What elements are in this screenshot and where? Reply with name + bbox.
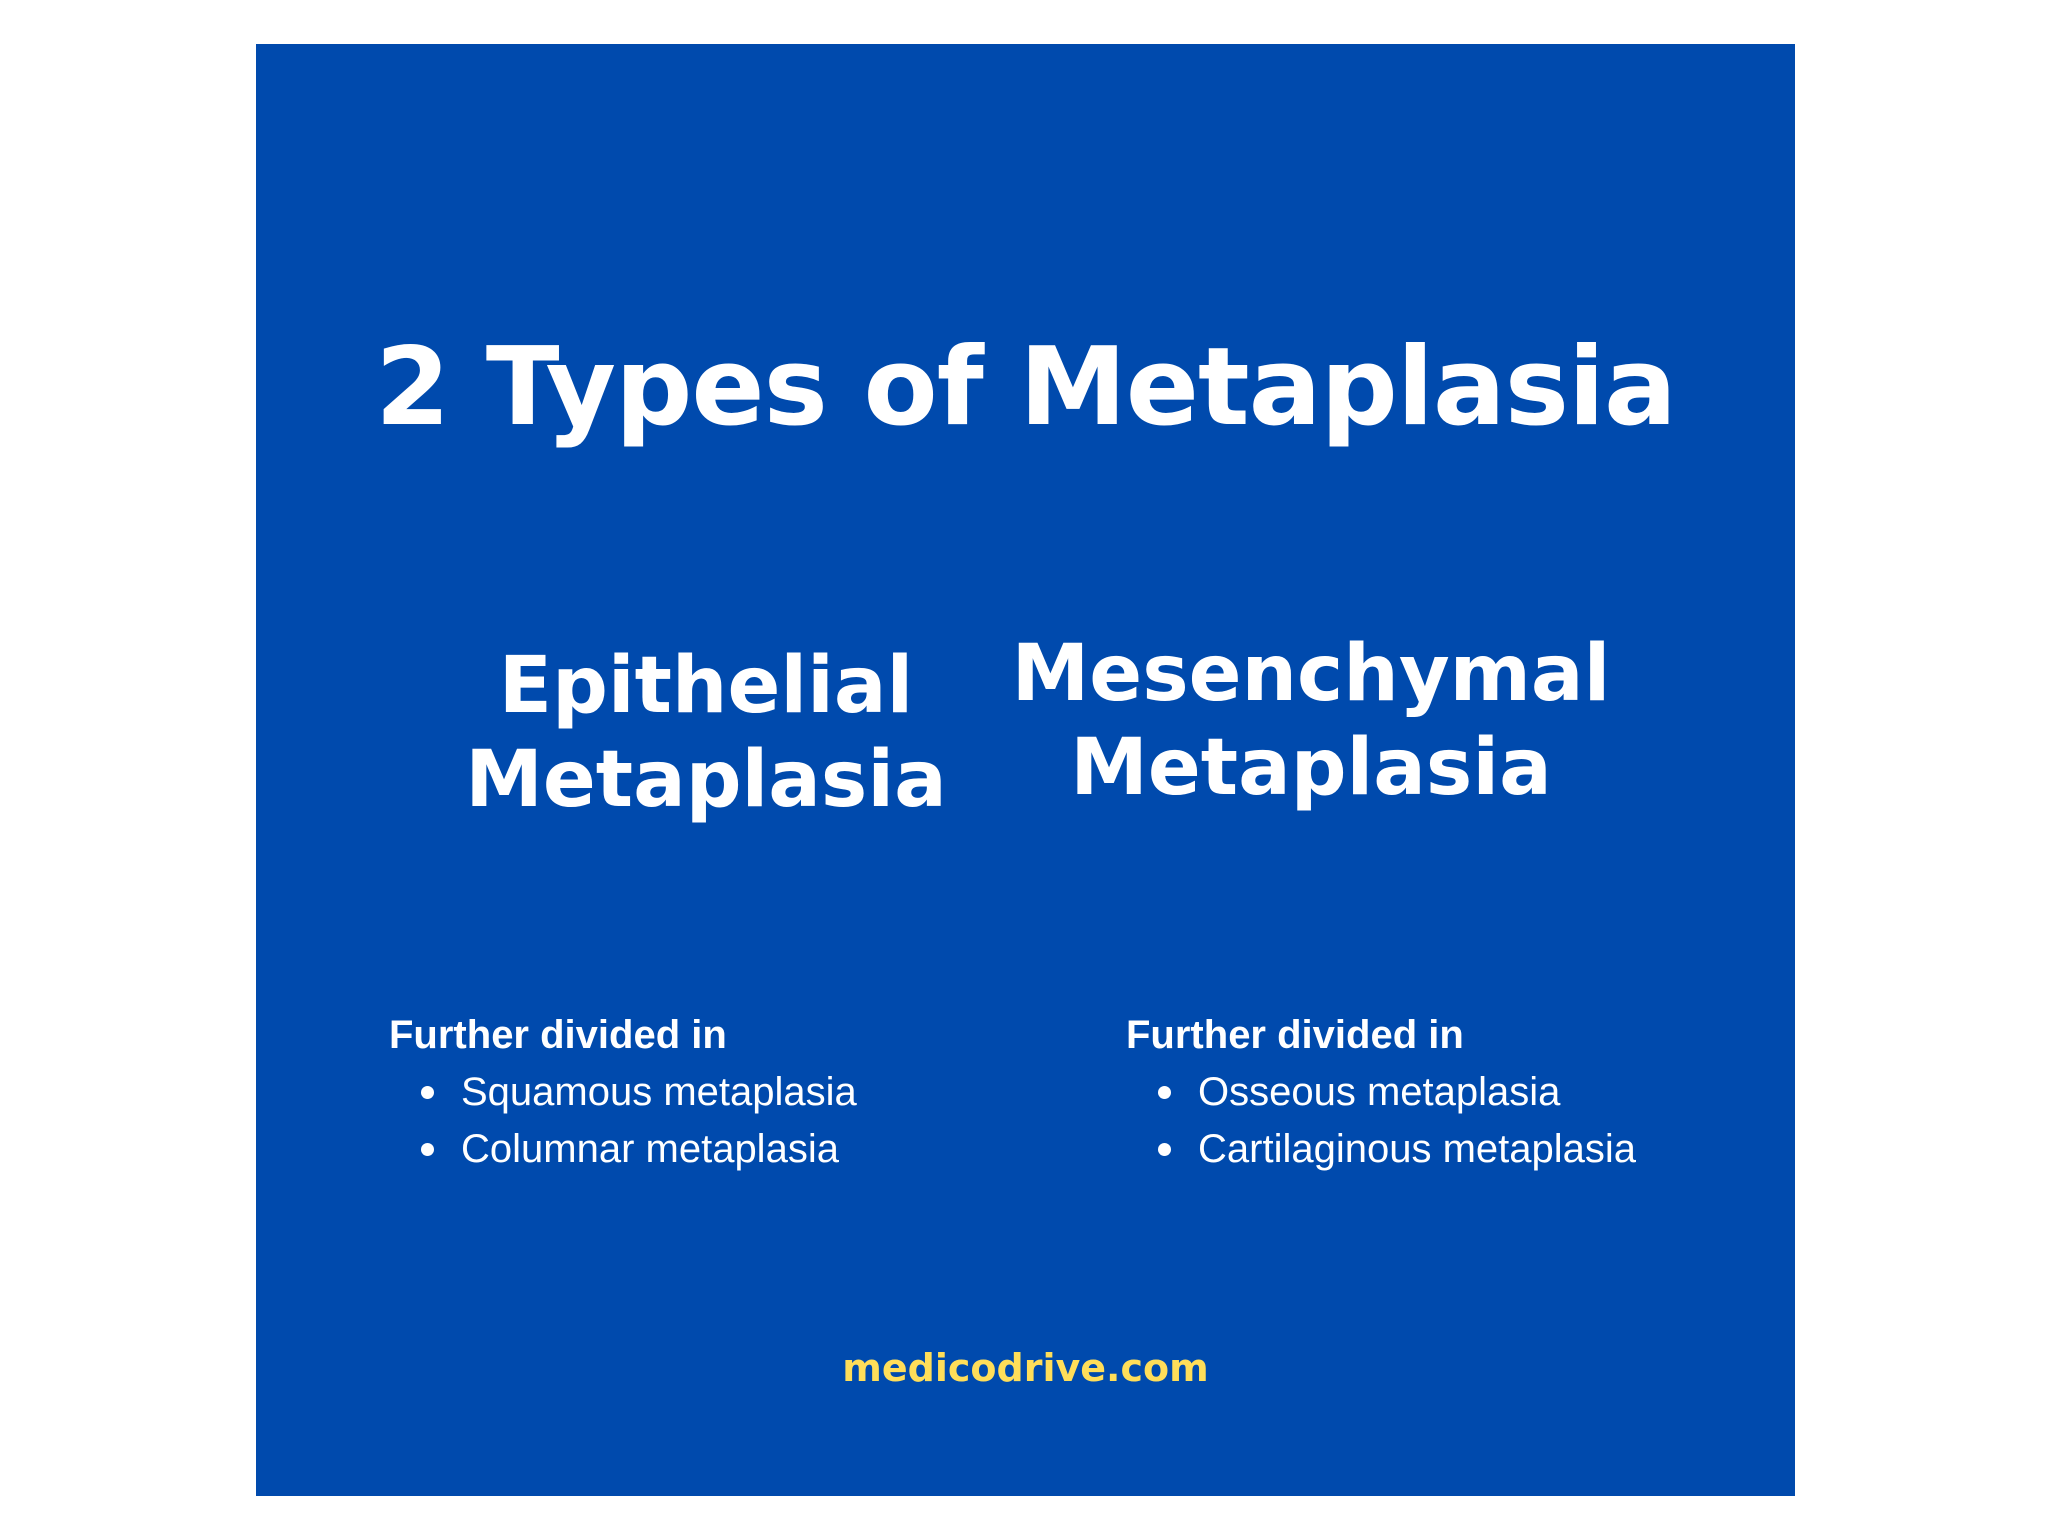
list-item-text: Columnar metaplasia <box>461 1127 839 1171</box>
mesenchymal-heading <box>1006 628 1616 815</box>
list-item-text: Osseous metaplasia <box>1198 1070 1561 1114</box>
bullet-icon <box>1158 1143 1171 1156</box>
bullet-icon <box>1158 1086 1171 1099</box>
mesenchymal-subtypes <box>1126 1010 1686 1178</box>
epithelial-subtitle: Further divided in <box>389 1013 727 1057</box>
mesenchymal-subtitle: Further divided in <box>1126 1013 1464 1057</box>
list-item-text: Squamous metaplasia <box>461 1070 857 1114</box>
page-title: 2 Types of Metaplasia <box>375 325 1676 450</box>
bullet-icon <box>421 1086 434 1099</box>
list-item <box>461 1121 969 1178</box>
epithelial-heading-line1: Epithelial <box>498 641 914 731</box>
infographic-card <box>256 44 1795 1496</box>
list-item-text: Cartilaginous metaplasia <box>1198 1127 1637 1171</box>
mesenchymal-list <box>1126 1064 1686 1178</box>
epithelial-subtypes <box>389 1010 969 1178</box>
website-footer: medicodrive.com <box>842 1346 1209 1390</box>
bullet-icon <box>421 1143 434 1156</box>
epithelial-list <box>389 1064 969 1178</box>
mesenchymal-heading-line1: Mesenchymal <box>1011 629 1611 719</box>
list-item <box>1198 1064 1686 1121</box>
list-item <box>1198 1121 1686 1178</box>
epithelial-heading-line2: Metaplasia <box>465 734 947 825</box>
list-item <box>461 1064 969 1121</box>
mesenchymal-heading-line2: Metaplasia <box>1070 722 1552 813</box>
epithelial-heading <box>416 640 996 827</box>
